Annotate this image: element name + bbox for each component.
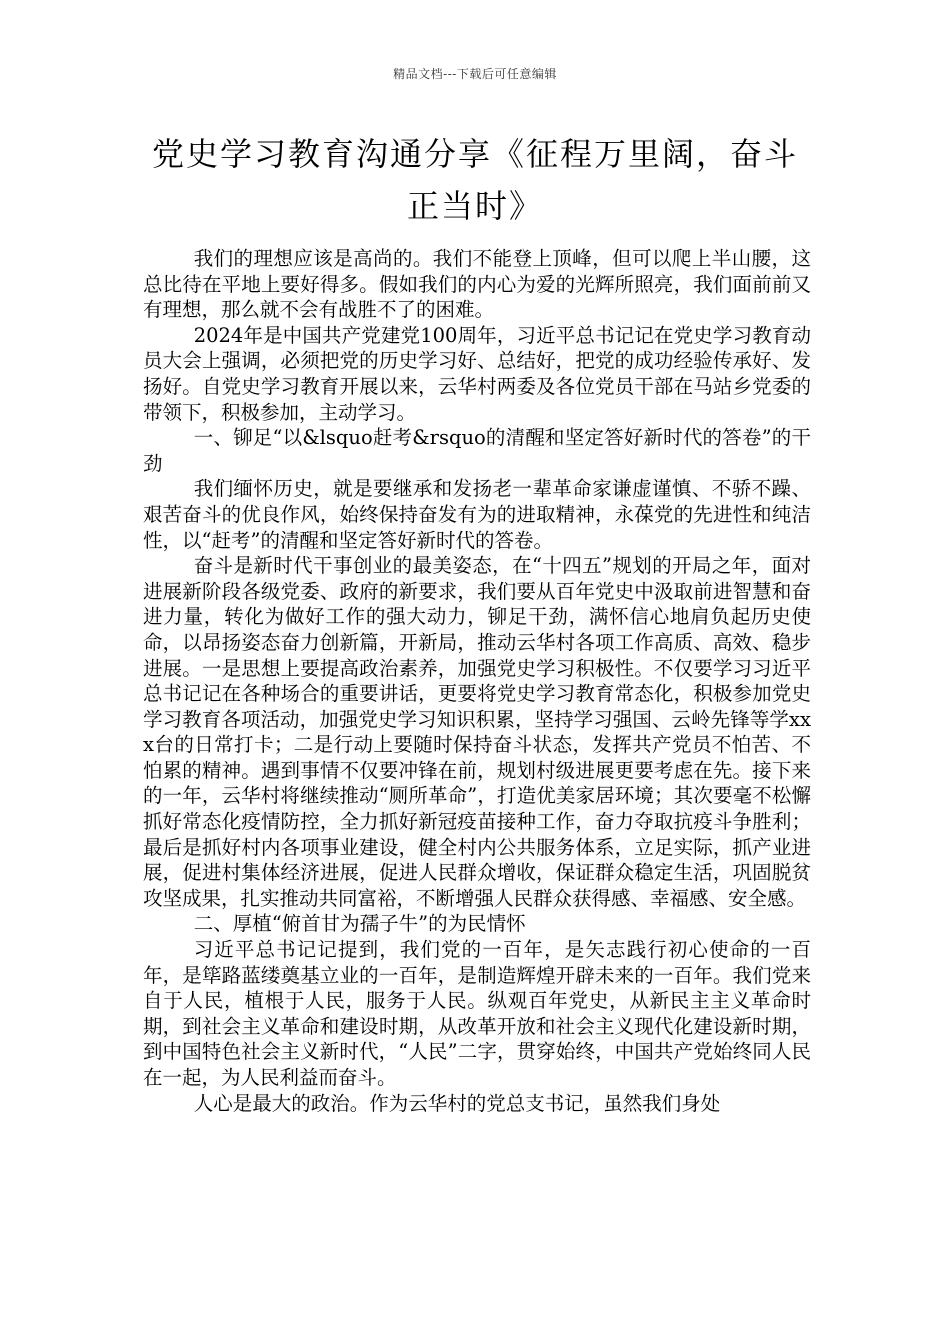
paragraph: 我们缅怀历史，就是要继承和发扬老一辈革命家谦虚谨慎、不骄不躁、艰苦奋斗的优良作风，始终保持奋发有为的进取精神，永葆党的先进性和纯洁性，以“赶考”的清醒和坚定答好新时代的答卷。 — [143, 477, 811, 552]
document-title: 党史学习教育沟通分享《征程万里阔，奋斗正当时》 — [151, 135, 798, 225]
paragraph: 我们的理想应该是高尚的。我们不能登上顶峰，但可以爬上半山腰，这总比待在平地上要好得多。假如我们的内心为爱的光辉所照亮，我们面前前又有理想，那么就不会有战胜不了的困难。 — [143, 247, 811, 322]
document-body — [143, 246, 811, 1116]
section-heading: 二、厚植“俯首甘为孺子牛”的为民情怀 — [193, 912, 526, 936]
section-heading: 一、铆足“以&lsquo赶考&rsquo的清醒和坚定答好新时代的答卷”的干劲 — [143, 426, 811, 475]
paragraph: 奋斗是新时代干事创业的最美姿态，在“十四五”规划的开局之年，面对进展新阶段各级党委、政府的新要求，我们要从百年党史中汲取前进智慧和奋进力量，转化为做好工作的强大动力，铆足干劲，满怀信心地肩负起历史使命，以昂扬姿态奋力创新篇，开新局，推动云华村各项工作高质、高效、稳步进展。一是思想上要提高政治素养，加强党史学习积极性。不仅要学习习近平总书记记在各种场合的重要讲话，更要将党史学习教育常态化，积极参加党史学习教育各项活动，加强党史学习知识积累，坚持学习强国、云岭先锋等学xxx台的日常打卡；二是行动上要随时保持奋斗状态，发挥共产党员不怕苦、不怕累的精神。遇到事情不仅要冲锋在前，规划村级进展更要考虑在先。接下来的一年，云华村将继续推动“厕所革命”，打造优美家居环境；其次要毫不松懈抓好常态化疫情防控，全力抓好新冠疫苗接种工作，奋力夺取抗疫斗争胜利；最后是抓好村内各项事业建设，健全村内公共服务体系，立足实际，抓产业进展，促进村集体经济进展，促进人民群众增收，保证群众稳定生活，巩固脱贫攻坚成果，扎实推动共同富裕，不断增强人民群众获得感、幸福感、安全感。 — [143, 554, 811, 910]
paragraph: 人心是最大的政治。作为云华村的党总支书记，虽然我们身处 — [193, 1091, 721, 1115]
paragraph: 2024年是中国共产党建党100周年，习近平总书记记在党史学习教育动员大会上强调，必须把党的历史学习好、总结好，把党的成功经验传承好、发扬好。自党史学习教育开展以来，云华村两委及各位党员干部在马站乡党委的带领下，积极参加，主动学习。 — [143, 323, 811, 424]
header-note: 精品文档---下载后可任意编辑 — [393, 67, 557, 81]
paragraph: 习近平总书记记提到，我们党的一百年，是矢志践行初心使命的一百年，是筚路蓝缕奠基立业的一百年，是制造辉煌开辟未来的一百年。我们党来自于人民，植根于人民，服务于人民。纵观百年党史，从新民主主义革命时期，到社会主义革命和建设时期，从改革开放和社会主义现代化建设新时期，到中国特色社会主义新时代，“人民”二字，贯穿始终，中国共产党始终同人民在一起，为人民利益而奋斗。 — [143, 938, 811, 1089]
